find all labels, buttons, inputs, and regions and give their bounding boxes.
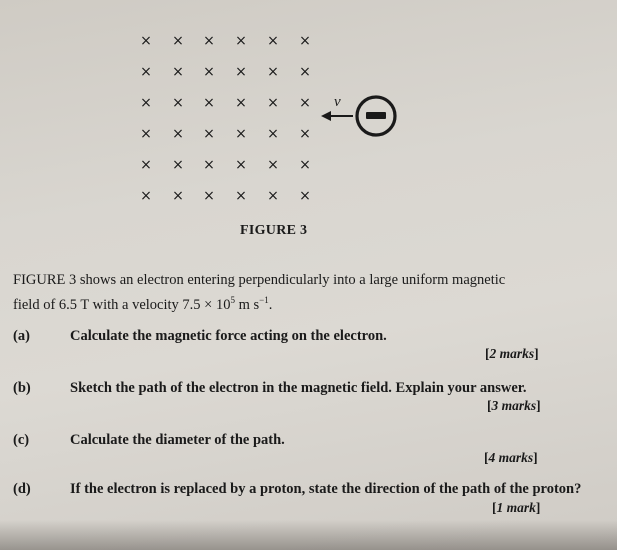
cross-icon: × — [172, 33, 184, 49]
cross-icon: × — [267, 157, 279, 173]
figure-caption: FIGURE 3 — [240, 223, 308, 238]
question-d-text: If the electron is replaced by a proton, state the direction of the path of the proton? — [70, 481, 582, 497]
cross-icon: × — [235, 33, 247, 49]
velocity-exponent: 5 — [230, 295, 235, 305]
question-c-text: Calculate the diameter of the path. — [70, 432, 285, 448]
question-b-letter: (b) — [13, 380, 31, 396]
cross-icon: × — [299, 64, 311, 80]
cross-icon: × — [172, 188, 184, 204]
cross-icon: × — [235, 126, 247, 142]
cross-icon: × — [203, 33, 215, 49]
question-a-text: Calculate the magnetic force acting on the electron. — [70, 328, 387, 344]
cross-icon: × — [140, 33, 152, 49]
cross-icon: × — [203, 64, 215, 80]
velocity-value — [182, 297, 268, 313]
cross-icon: × — [299, 126, 311, 142]
cross-icon: × — [235, 64, 247, 80]
question-d-marks-value: 1 mark — [496, 500, 536, 515]
intro-line-2-prefix: field of 6.5 T with a velocity — [13, 296, 183, 313]
velocity-unit-exponent: −1 — [259, 295, 269, 305]
cross-icon: × — [140, 188, 152, 204]
cross-grid — [140, 33, 311, 204]
cross-icon: × — [203, 188, 215, 204]
question-a-marks-value: 2 marks — [489, 346, 535, 361]
intro-line-1: FIGURE 3 shows an electron entering perpendicularly into a large uniform magnetic — [13, 272, 506, 288]
question-b-marks-value: 3 marks — [491, 398, 537, 413]
intro-line-2-suffix: . — [268, 296, 273, 313]
cross-icon: × — [203, 157, 215, 173]
velocity-base: 7.5 × 10 — [182, 296, 231, 313]
cross-icon: × — [267, 95, 279, 111]
electron-icon — [357, 97, 395, 135]
cross-icon: × — [172, 126, 184, 142]
velocity-label: v — [334, 94, 341, 110]
cross-icon: × — [299, 33, 311, 49]
question-c-letter: (c) — [13, 432, 30, 448]
intro-paragraph — [13, 270, 573, 315]
figure-3 — [0, 0, 617, 250]
cross-icon: × — [140, 64, 152, 80]
cross-icon: × — [299, 188, 311, 204]
cross-icon: × — [299, 157, 311, 173]
cross-icon: × — [267, 33, 279, 49]
magnetic-field-diagram — [0, 0, 617, 250]
question-c-marks-value: 4 marks — [488, 450, 534, 465]
question-c-marks: [4 marks] — [484, 450, 538, 465]
photo-shadow — [0, 520, 617, 550]
question-d-marks: [1 mark] — [492, 500, 541, 515]
cross-icon: × — [235, 157, 247, 173]
question-a-letter: (a) — [13, 328, 30, 344]
velocity-unit: m s — [234, 296, 260, 313]
cross-icon: × — [172, 64, 184, 80]
cross-icon: × — [140, 126, 152, 142]
question-d-letter: (d) — [13, 481, 31, 497]
cross-icon: × — [267, 188, 279, 204]
cross-icon: × — [172, 157, 184, 173]
cross-icon: × — [235, 188, 247, 204]
cross-icon: × — [267, 64, 279, 80]
cross-icon: × — [299, 95, 311, 111]
cross-icon: × — [140, 95, 152, 111]
cross-icon: × — [140, 157, 152, 173]
question-b-marks: [3 marks] — [487, 398, 541, 413]
cross-icon: × — [235, 95, 247, 111]
cross-icon: × — [203, 95, 215, 111]
velocity-arrow-icon — [321, 111, 353, 121]
cross-icon: × — [267, 126, 279, 142]
question-a-marks: [2 marks] — [485, 346, 539, 361]
intro-line-2 — [13, 290, 573, 315]
cross-icon: × — [203, 126, 215, 142]
cross-icon: × — [172, 95, 184, 111]
question-b-text: Sketch the path of the electron in the magnetic field. Explain your answer. — [70, 380, 527, 396]
